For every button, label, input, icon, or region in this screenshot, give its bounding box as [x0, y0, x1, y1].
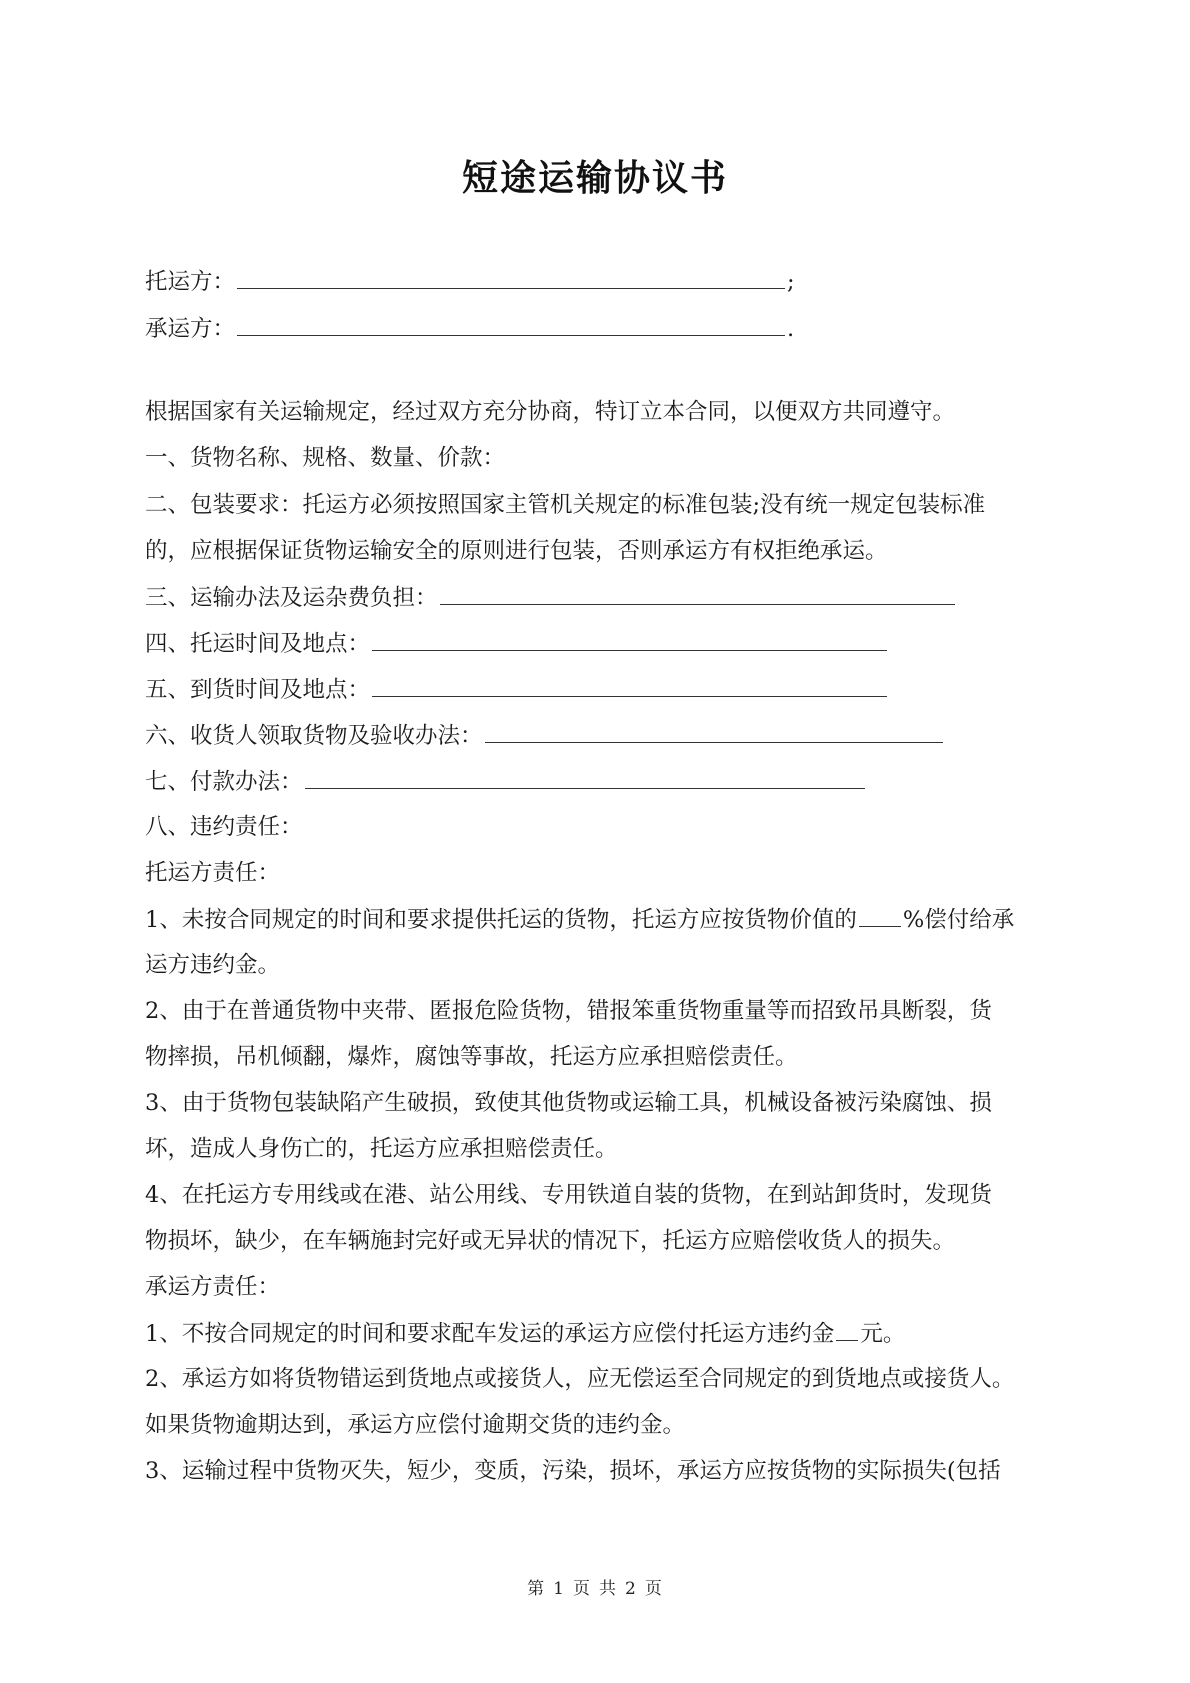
- clause-3-blank[interactable]: [440, 582, 955, 605]
- carrier-item-3-line-1: 3、运输过程中货物灭失，短少，变质，污染，损坏，承运方应按货物的实际损失(包括: [145, 1458, 1001, 1484]
- shipper-item-3-line-1: 3、由于货物包装缺陷产生破损，致使其他货物或运输工具，机械设备被污染腐蚀、损: [145, 1090, 992, 1116]
- shipper-liability-heading: 托运方责任：: [145, 860, 281, 886]
- carrier-item-2-line-2: 如果货物逾期达到，承运方应偿付逾期交货的违约金。: [145, 1412, 686, 1438]
- document-title: 短途运输协议书: [461, 157, 728, 199]
- clause-7-label: 七、付款办法：: [145, 769, 303, 795]
- shipper-item-1-line-2: 运方违约金。: [145, 952, 281, 978]
- clause-5-blank[interactable]: [372, 674, 887, 697]
- carrier-suffix: .: [787, 316, 795, 342]
- shipper-item-1-text: 1、未按合同规定的时间和要求提供托运的货物，托运方应按货物价值的: [145, 907, 857, 933]
- shipper-item-4-line-2: 物损坏，缺少，在车辆施封完好或无异状的情况下，托运方应赔偿收货人的损失。: [145, 1228, 956, 1254]
- clause-4-label: 四、托运时间及地点：: [145, 631, 371, 657]
- clause-6-blank[interactable]: [485, 720, 943, 743]
- shipper-item-1-line-1: [145, 904, 1065, 935]
- clause-8: 八、违约责任：: [145, 814, 303, 840]
- intro-text: 根据国家有关运输规定，经过双方充分协商，特订立本合同，以便双方共同遵守。: [145, 399, 956, 425]
- clause-3-label: 三、运输办法及运杂费负担：: [145, 585, 438, 611]
- carrier-liability-heading: 承运方责任：: [145, 1274, 281, 1300]
- footer-page-suffix: 页: [644, 1579, 663, 1599]
- carrier-item-1-line: [145, 1318, 1065, 1349]
- carrier-item-1-text-end: 元。: [860, 1321, 906, 1347]
- shipper-item-3-line-2: 坏，造成人身伤亡的，托运方应承担赔偿责任。: [145, 1136, 618, 1162]
- clause-7-blank[interactable]: [305, 766, 865, 789]
- footer-page-prefix: 第: [527, 1579, 546, 1599]
- clause-2-line-2: 的，应根据保证货物运输安全的原则进行包装，否则承运方有权拒绝承运。: [145, 538, 888, 564]
- footer-page-number: 1: [553, 1579, 565, 1599]
- clause-3-line: [145, 582, 1065, 613]
- shipper-item-2-line-2: 物摔损，吊机倾翻，爆炸，腐蚀等事故，托运方应承担赔偿责任。: [145, 1044, 798, 1070]
- clause-5-line: [145, 674, 1065, 705]
- carrier-blank[interactable]: [237, 313, 785, 336]
- carrier-item-2-line-1: 2、承运方如将货物错运到货地点或接货人，应无偿运至合同规定的到货地点或接货人。: [145, 1366, 1015, 1392]
- carrier-item-1-text: 1、不按合同规定的时间和要求配车发运的承运方应偿付托运方违约金: [145, 1321, 835, 1347]
- footer-page-mid: 页: [573, 1579, 591, 1599]
- penalty-amount-blank[interactable]: [836, 1318, 858, 1341]
- clause-4-line: [145, 628, 1065, 659]
- shipper-line: [145, 266, 1065, 297]
- shipper-blank[interactable]: [237, 266, 785, 289]
- page-footer: [0, 1574, 1190, 1599]
- clause-1: 一、货物名称、规格、数量、价款：: [145, 445, 506, 471]
- clause-2-line-1: 二、包装要求：托运方必须按照国家主管机关规定的标准包装;没有统一规定包装标准: [145, 492, 986, 518]
- shipper-label: 托运方：: [145, 269, 236, 295]
- carrier-label: 承运方：: [145, 316, 236, 342]
- penalty-percent-blank[interactable]: [859, 904, 901, 927]
- footer-total-prefix: 共: [599, 1579, 617, 1599]
- shipper-item-2-line-1: 2、由于在普通货物中夹带、匿报危险货物，错报笨重货物重量等而招致吊具断裂，货: [145, 998, 992, 1024]
- clause-5-label: 五、到货时间及地点：: [145, 677, 371, 703]
- clause-6-line: [145, 720, 1065, 751]
- carrier-line: [145, 313, 1065, 344]
- clause-4-blank[interactable]: [372, 628, 887, 651]
- clause-6-label: 六、收货人领取货物及验收办法：: [145, 723, 483, 749]
- shipper-suffix: ;: [787, 269, 795, 295]
- shipper-item-4-line-1: 4、在托运方专用线或在港、站公用线、专用铁道自装的货物，在到站卸货时，发现货: [145, 1182, 992, 1208]
- shipper-item-1-text-end: %偿付给承: [902, 907, 1015, 933]
- clause-7-line: [145, 766, 1065, 797]
- footer-total-pages: 2: [625, 1579, 637, 1599]
